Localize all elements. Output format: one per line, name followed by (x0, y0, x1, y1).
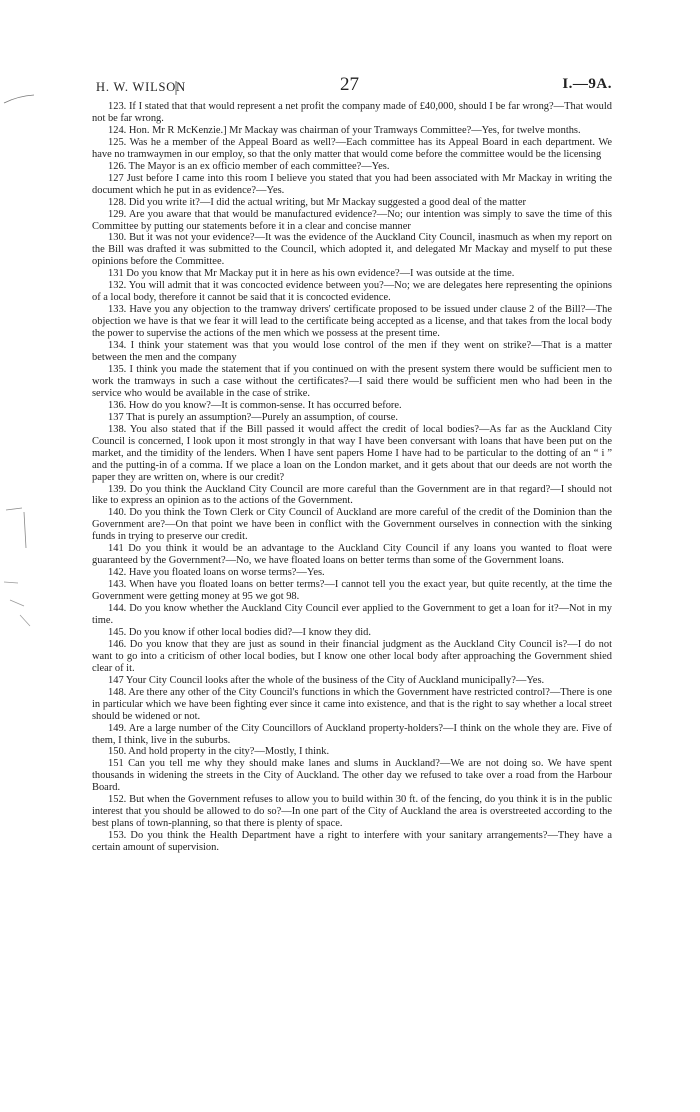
paragraph: 147 Your City Council looks after the whole of the business of the City of Auckland municipally?—Yes. (108, 674, 545, 686)
paragraph: 144. Do you know whether the Auckland City Council ever applied to the Government to get a loan for it?—Not in my time. (92, 603, 612, 626)
margin-scribble-bottom (4, 582, 30, 626)
paragraph: 142. Have you floated loans on worse terms?—Yes. (108, 567, 325, 579)
paragraph: 153. Do you think the Health Department have a right to interfere with your sanitary arrangements?—They have a certain amount of supervision. (92, 830, 612, 854)
paragraph: 131 Do you know that Mr Mackay put it in here as his own evidence?—I was outside at the time. (108, 268, 515, 280)
paragraph: 149. Are a large number of the City Councillors of Auckland property-holders?—I think on the whole they are. Five of them, I think, live in the suburbs. (92, 722, 612, 746)
paragraph: 134. I think your statement was that you would lose control of the men if they went on strike?—That is a matter between the men and the company (92, 340, 612, 364)
paragraph: 151 Can you tell me why they should make lanes and slums in Auckland?—We are not doing so. We have spent thousands in widening the streets in the City of Auckland. The other day we refused to take over a road from the Harbour Board. (92, 758, 612, 794)
paragraph: 129. Are you aware that that would be manufactured evidence?—No; our intention was simply to save the time of this Committee by putting our statements before it in a clear and concise manner (92, 208, 612, 232)
paragraph: 127 Just before I came into this room I believe you stated that you had been associated with Mr Mackay in writing the document which he put in as evidence?—Yes. (92, 172, 612, 196)
paragraph: 139. Do you think the Auckland City Council are more careful than the Government are in that regard?—I should not like to express an opinion as to the actions of the Government. (92, 483, 612, 507)
paragraph: 135. I think you made the statement that if you continued on with the present system there would be sufficient men to work the tramways in such a case without the certificates?—I said there would be sufficient men who had been in the service who would be available in the case of strike. (92, 363, 612, 399)
paragraph: 132. You will admit that it was concocted evidence between you?—No; we are delegates here representing the opinions of a local body, therefore it cannot be said that it is concocted evidence. (92, 280, 612, 304)
paragraph: 145. Do you know if other local bodies did?—I know they did. (108, 626, 371, 638)
paragraph: 146. Do you know that they are just as sound in their financial judgment as the Auckland City Council is?—I do not want to go into a criticism of other local bodies, but I know one other local body after approaching the Government shied clear of it. (92, 638, 612, 674)
paragraph: 138. You also stated that if the Bill passed it would affect the credit of local bodies?—As far as the Auckland City Council is concerned, I look upon it most strongly in that way I have been conversant with loans that have been put on the market, and the timidity of the lenders. When I have sent papers Home I have had to be particular to the dotting of an “ i ” and the putting-in of a comma. If we place a loan on the London market, and it gets about that our deeds are not worth the paper they are written on, where is our credit? (92, 423, 612, 483)
paragraph: 130. But it was not your evidence?—It was the evidence of the Auckland City Council, inasmuch as when my report on the Bill was drafted it was submitted to the Council, which adopted it, and delegated Mr Mackay and myself to put these opinions before the Committee. (92, 232, 612, 268)
paragraph: 150. And hold property in the city?—Mostly, I think. (108, 746, 330, 758)
paragraph: 123. If I stated that that would represent a net profit the company made of £40,000, should I be far wrong?—That would not be far wrong. (92, 101, 612, 124)
page-number: 27 (340, 74, 359, 95)
paragraph: 148. Are there any other of the City Council's functions in which the Government have restricted control?—There is one in particular which we have been fighting ever since it came into existence, and that is the right to say whether a local street should be widened or not. (92, 686, 612, 722)
margin-scribble-top (4, 95, 34, 103)
evidence-text (92, 101, 612, 854)
paragraph: 126. The Mayor is an ex officio member of each committee?—Yes. (108, 160, 390, 172)
paragraph: 152. But when the Government refuses to allow you to build within 30 ft. of the fencing, do you think it is in the public interest that you should be allowed to do so?—In one part of the City of Auckland the area is overstreeted according to the best plans of town-planning, so that there is plenty of space. (92, 794, 612, 830)
paragraph: 124. Hon. Mr R McKenzie.] Mr Mackay was chairman of your Tramways Committee?—Yes, for twelve months. (108, 124, 581, 136)
margin-scribble-mid (6, 508, 26, 548)
running-head-name: H. W. WILSON (96, 80, 186, 94)
paragraph: 136. How do you know?—It is common-sense. It has occurred before. (108, 399, 402, 411)
document-reference: I.—9A. (562, 76, 612, 92)
paragraph: 143. When have you floated loans on better terms?—I cannot tell you the exact year, but quite recently, at the time the Government were getting money at 95 we got 98. (92, 579, 612, 603)
paragraph: 125. Was he a member of the Appeal Board as well?—Each committee has its Appeal Board in each department. We have no tramwaymen in our employ, so that the only matter that would come before the committee would be the licensing (92, 136, 612, 160)
paragraph: 137 That is purely an assumption?—Purely an assumption, of course. (108, 411, 398, 423)
paragraph: 128. Did you write it?—I did the actual writing, but Mr Mackay suggested a good deal of the matter (108, 196, 526, 208)
paragraph: 133. Have you any objection to the tramway drivers' certificate proposed to be issued under clause 2 of the Bill?—The objection we have is that we fear it will lead to the certificate being accepted as a license, and that takes from the local body the power to supervise the actions of the men which we possess at the present time. (92, 304, 612, 340)
paragraph: 140. Do you think the Town Clerk or City Council of Auckland are more careful of the credit of the Dominion than the Government are?—On that point we have been in conflict with the Government ourselves in connection with the sinking funds in trying to preserve our credit. (92, 507, 612, 543)
paragraph: 141 Do you think it would be an advantage to the Auckland City Council if any loans you wanted to float were guaranteed by the Government?—No, we have floated loans on better terms than some of the Government loans. (92, 543, 612, 567)
